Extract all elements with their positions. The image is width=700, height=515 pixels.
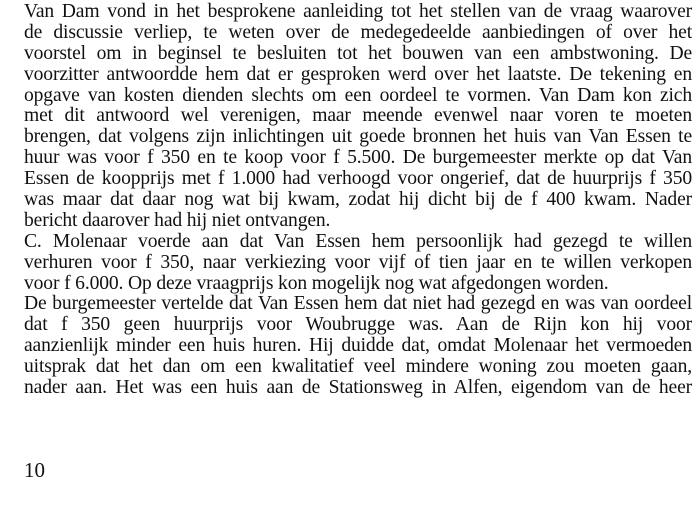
text-line: nader aan. Het was een huis aan de Stationsweg in Alfen, eigendom van de heer [24, 378, 692, 399]
body-text [24, 2, 692, 399]
text-line: Essen de koopprijs met f 1.000 had verhoogd voor ongerief, dat de huurprijs f 350 [24, 169, 692, 190]
text-line: was maar dat daar nog wat bij kwam, zodat hij dicht bij de f 400 kwam. Nader [24, 190, 692, 211]
text-line: verhuren voor f 350, naar verkiezing voor vijf of tien jaar en te willen verkopen [24, 252, 692, 273]
text-line: opgave van kosten dienden slechts om een oordeel te vormen. Van Dam kon zich [24, 85, 692, 106]
text-line: voor f 6.000. Op deze vraagprijs kon mogelijk nog wat afgedongen worden. [24, 273, 609, 294]
text-line: brengen, dat volgens zijn inlichtingen uit goede bronnen het huis van Van Essen te [24, 127, 692, 148]
paragraph-molenaar [24, 232, 692, 295]
text-line: voorstel om in beginsel te besluiten tot het bouwen van een ambstwoning. De [24, 43, 692, 64]
text-line: huur was voor f 350 en te koop voor f 5.500. De burgemeester merkte op dat Van [24, 148, 692, 169]
text-line: de discussie verliep, te weten over de medegedeelde aanbiedingen of over het [24, 22, 692, 43]
text-line: dat f 350 geen huurprijs voor Woubrugge was. Aan de Rijn kon hij voor [24, 315, 692, 336]
text-line: uitsprak dat het dan om een kwalitatief veel mindere woning zou moeten gaan, [24, 357, 692, 378]
paragraph-burgemeester [24, 294, 692, 398]
page-number: 10 [24, 458, 45, 482]
text-line: aanzienlijk minder een huis huren. Hij duidde dat, omdat Molenaar het vermoeden [24, 336, 692, 357]
text-line: Van Dam vond in het besprokene aanleiding tot het stellen van de vraag waarover [24, 2, 692, 22]
text-line: bericht daarover had hij niet ontvangen. [24, 210, 331, 231]
text-line: voorzitter antwoordde hem dat er gesproken werd over het laatste. De tekening en [24, 64, 692, 85]
paragraph-van-dam [24, 2, 692, 232]
text-line: C. Molenaar voerde aan dat Van Essen hem persoonlijk had gezegd te willen [24, 231, 692, 252]
text-line: De burgemeester vertelde dat Van Essen hem dat niet had gezegd en was van oordeel [24, 294, 692, 315]
text-line: met dit antwoord wel verenigen, maar meende evenwel naar voren te moeten [24, 106, 692, 127]
